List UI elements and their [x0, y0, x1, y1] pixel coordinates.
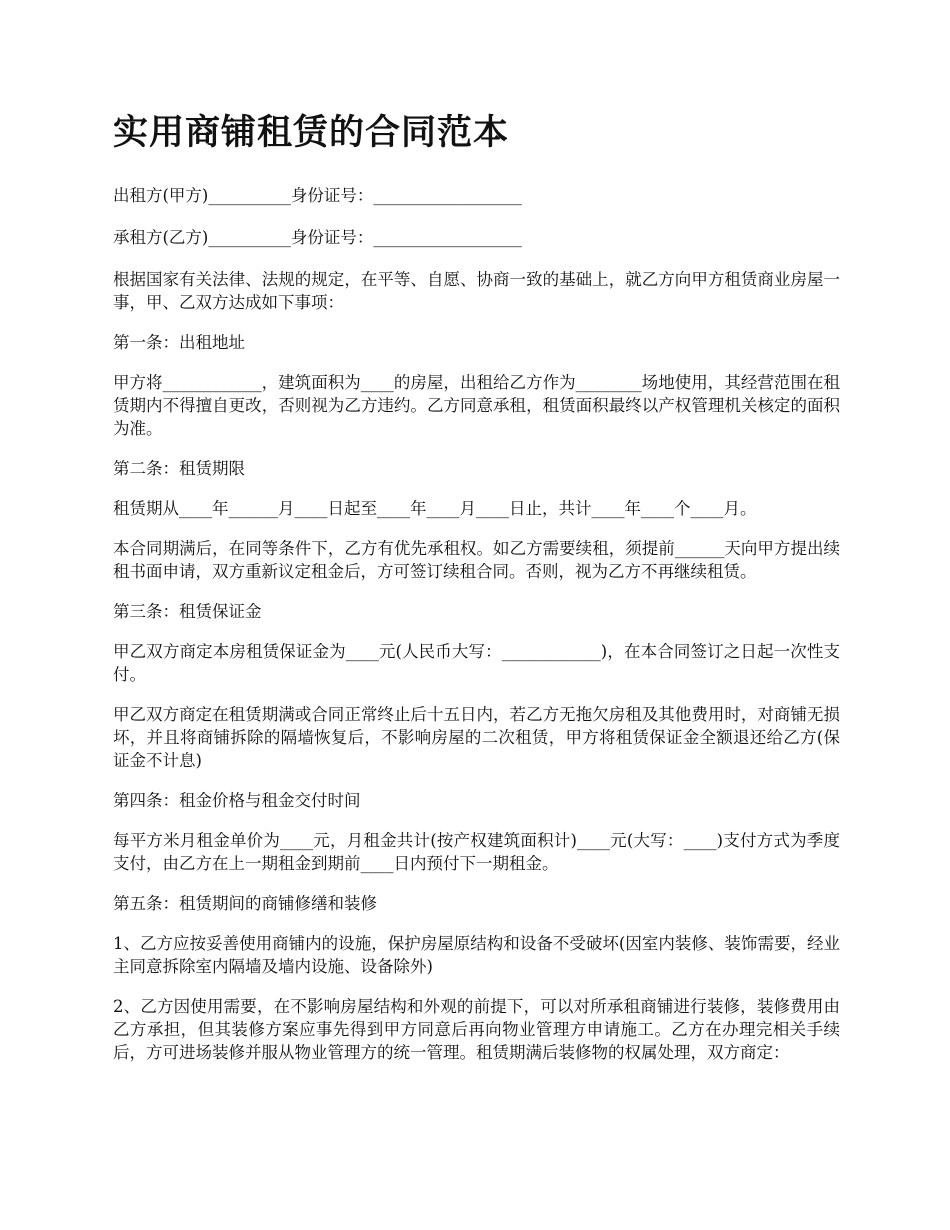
lease-term-paragraph: 租赁期从____年______月____日起至____年____月____日止，共计____年____个____月。 — [113, 499, 757, 518]
repair-item-1: 1、乙方应按妥善使用商铺内的设施，保护房屋原结构和设备不受破坏(因室内装修、装饰需要，经业主同意拆除室内隔墙及墙内设施、设备除外) — [113, 934, 840, 976]
renewal-paragraph: 本合同期满后，在同等条件下，乙方有优先承租权。如乙方需要续租，须提前______天向甲方提出续租书面申请，双方重新议定租金后，方可签订续租合同。否则，视为乙方不再继续租赁。 — [113, 539, 840, 581]
article-4-heading: 第四条：租金价格与租金交付时间 — [113, 791, 361, 810]
article-1-heading: 第一条：出租地址 — [113, 333, 245, 352]
article-1-paragraph: 甲方将____________，建筑面积为____的房屋，出租给乙方作为________场地使用，其经营范围在租赁期内不得擅自更改，否则视为乙方违约。乙方同意承租，租赁面积最终以产权管理机关核定的面积为准。 — [113, 373, 840, 438]
rent-paragraph: 每平方米月租金单价为____元，月租金共计(按产权建筑面积计)____元(大写：____)支付方式为季度支付，由乙方在上一期租金到期前____日内预付下一期租金。 — [113, 831, 840, 873]
document-title: 实用商铺租赁的合同范本 — [113, 112, 510, 153]
deposit-refund-paragraph: 甲乙双方商定在租赁期满或合同正常终止后十五日内，若乙方无拖欠房租及其他费用时，对商铺无损坏，并且将商铺拆除的隔墙恢复后，不影响房屋的二次租赁，甲方将租赁保证金全额退还给乙方(保证金不计息) — [113, 705, 840, 770]
repair-item-2: 2、乙方因使用需要，在不影响房屋结构和外观的前提下，可以对所承租商铺进行装修，装修费用由乙方承担，但其装修方案应事先得到甲方同意后再向物业管理方申请施工。乙方在办理完相关手续后，方可进场装修并服从物业管理方的统一管理。租赁期满后装修物的权属处理，双方商定： — [113, 997, 840, 1062]
lessor-line: 出租方(甲方)__________身份证号：__________________ — [113, 186, 522, 205]
deposit-paragraph: 甲乙双方商定本房租赁保证金为____元(人民币大写：____________)，在本合同签订之日起一次性支付。 — [113, 642, 840, 684]
lessee-line: 承租方(乙方)__________身份证号：__________________ — [113, 228, 522, 247]
preamble-paragraph: 根据国家有关法律、法规的规定，在平等、自愿、协商一致的基础上，就乙方向甲方租赁商业房屋一事，甲、乙双方达成如下事项： — [113, 270, 840, 312]
article-2-heading: 第二条：租赁期限 — [113, 459, 245, 478]
article-5-heading: 第五条：租赁期间的商铺修缮和装修 — [113, 894, 377, 913]
article-3-heading: 第三条：租赁保证金 — [113, 602, 262, 621]
